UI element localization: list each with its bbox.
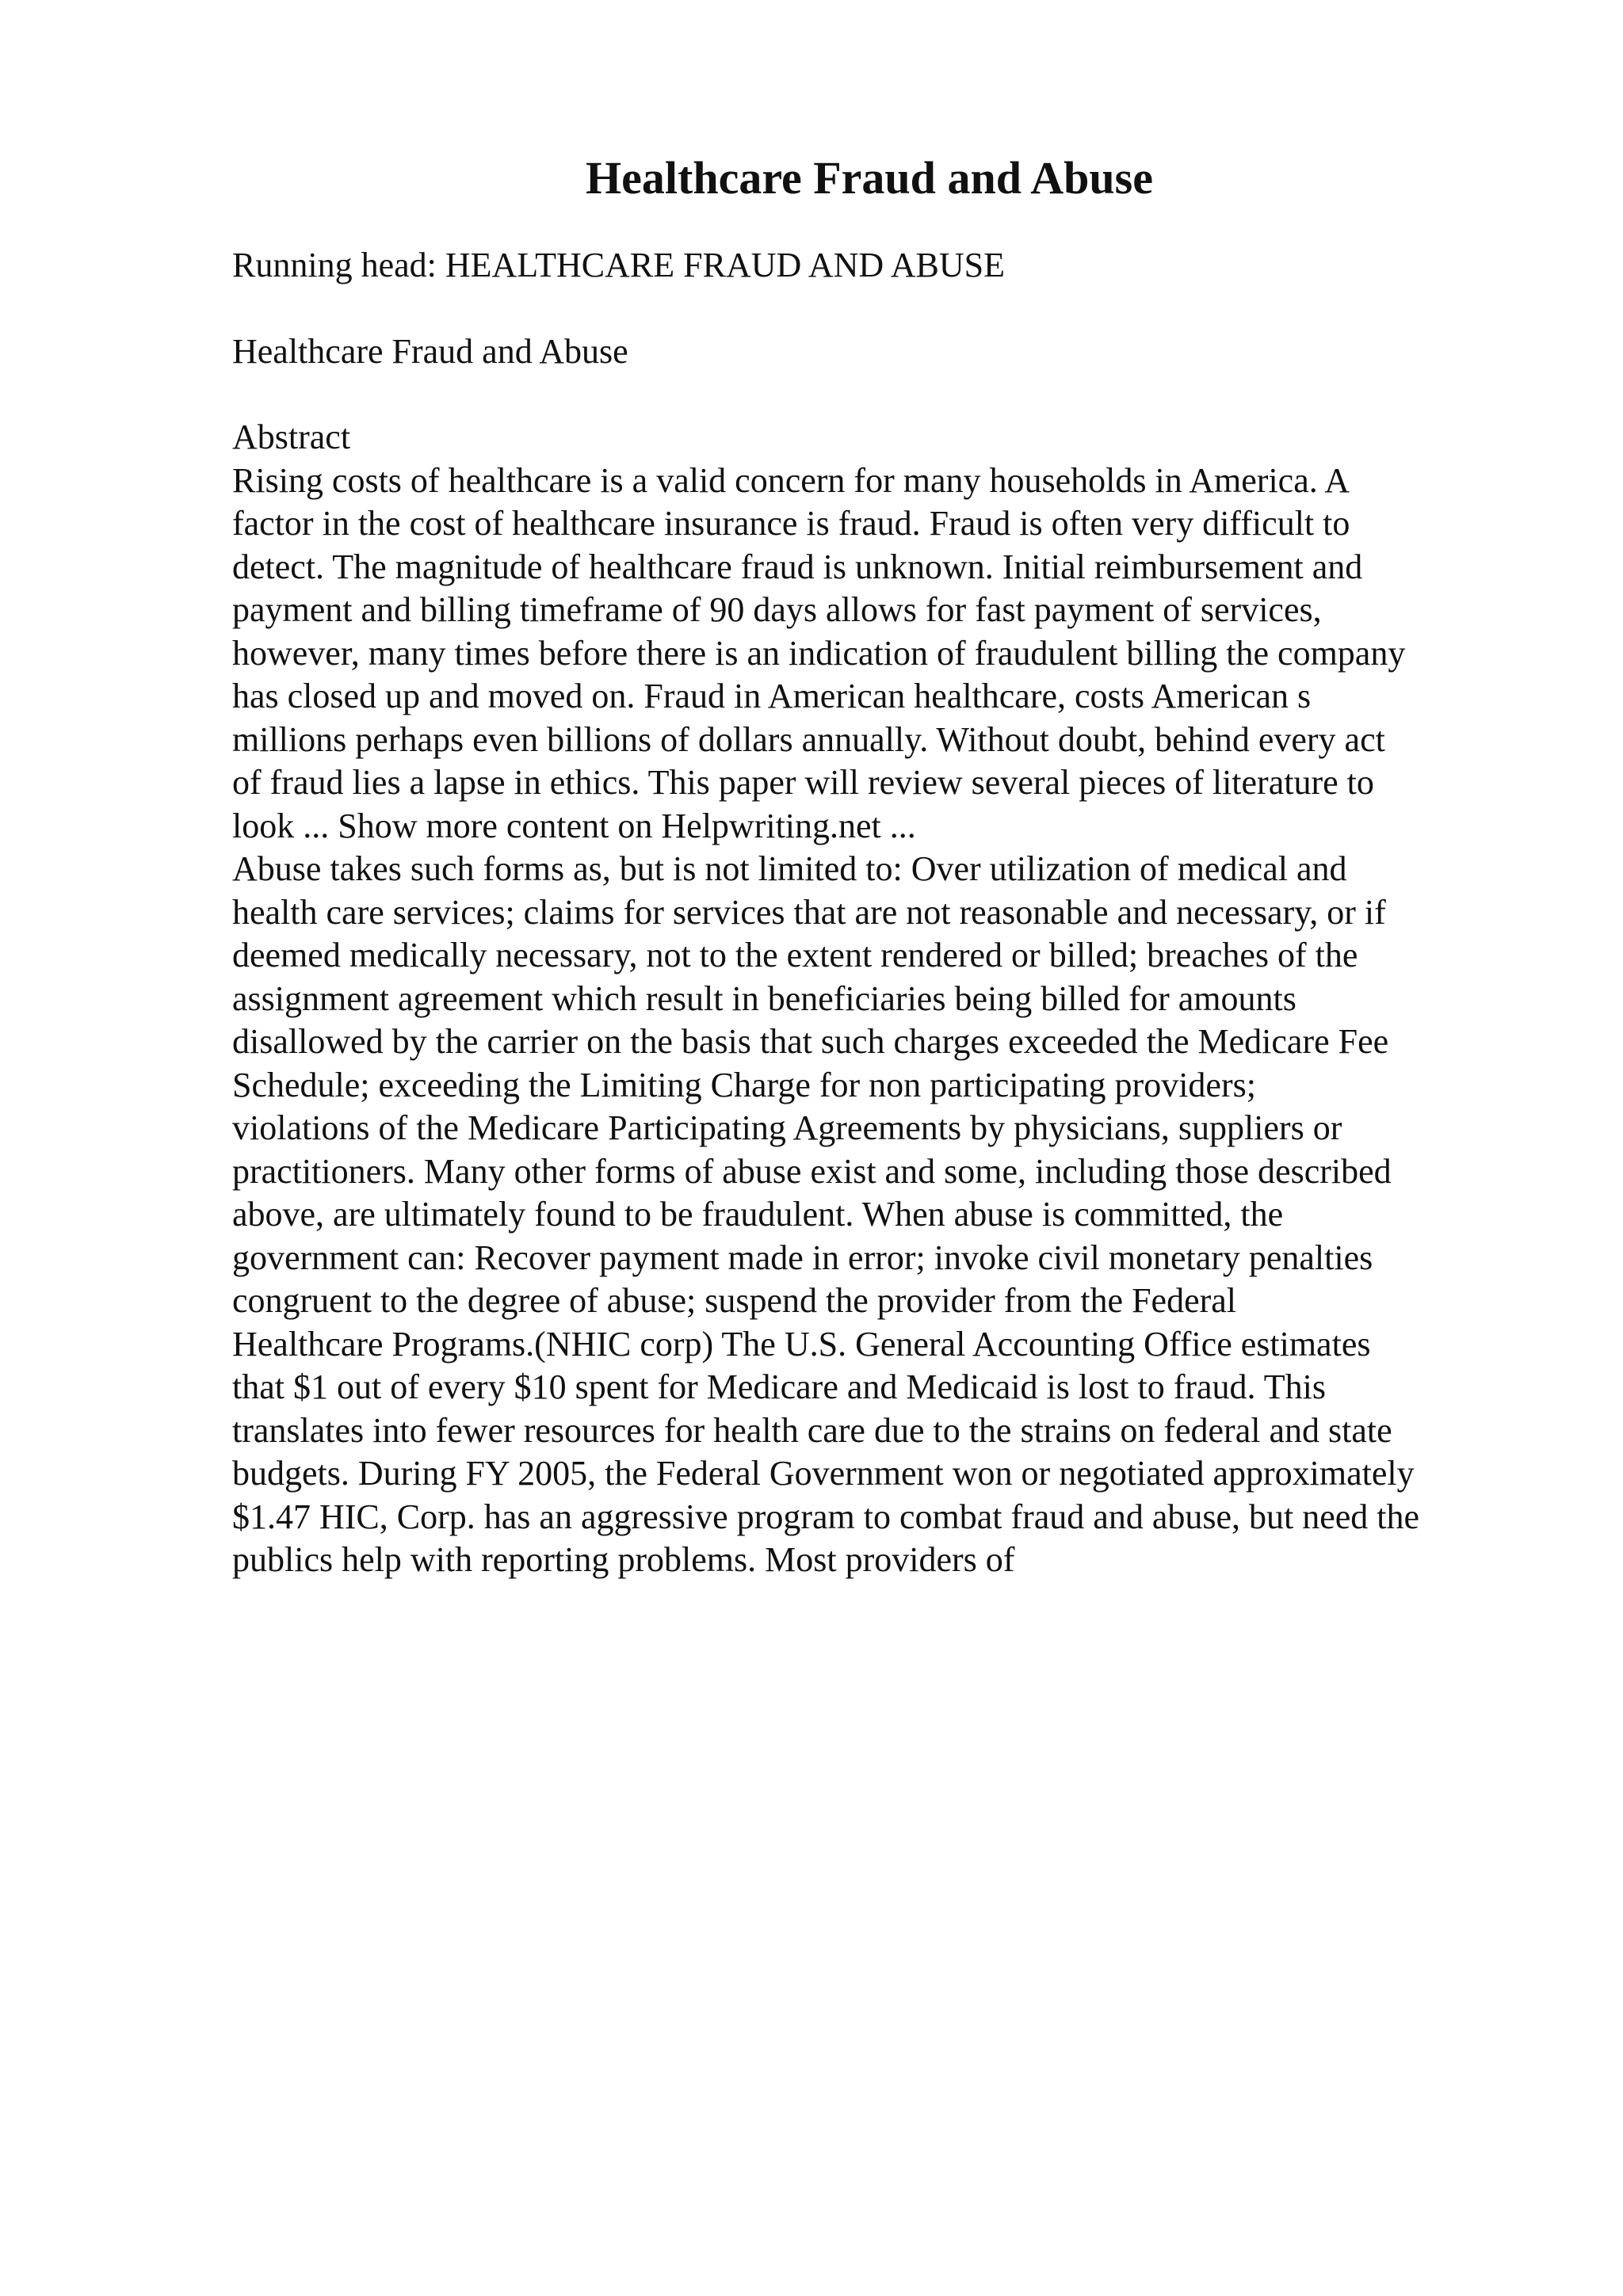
text-line: budgets. During FY 2005, the Federal Government won or negotiated approximately (232, 1454, 1415, 1493)
text-line: translates into fewer resources for health care due to the strains on federal and state (232, 1410, 1392, 1450)
text-line: disallowed by the carrier on the basis that such charges exceeded the Medicare Fee (232, 1022, 1389, 1061)
text-line: violations of the Medicare Participating Agreements by physicians, suppliers or (232, 1108, 1342, 1147)
document-title: Healthcare Fraud and Abuse (586, 152, 1153, 204)
text-line: Healthcare Programs.(NHIC corp) The U.S. General Accounting Office estimates (232, 1324, 1371, 1363)
text-line: millions perhaps even billions of dollars annually. Without doubt, behind every act (232, 719, 1385, 759)
text-line: detect. The magnitude of healthcare fraud is unknown. Initial reimbursement and (232, 547, 1363, 586)
text-line: deemed medically necessary, not to the extent rendered or billed; breaches of the (232, 936, 1358, 974)
text-line: factor in the cost of healthcare insurance is fraud. Fraud is often very difficult to (232, 504, 1350, 543)
text-line: Rising costs of healthcare is a valid concern for many households in America. A (232, 460, 1350, 500)
document-body (232, 244, 1500, 1582)
abstract-heading: Abstract (232, 418, 351, 456)
text-line: however, many times before there is an indication of fraudulent billing the company (232, 633, 1406, 673)
text-line: government can: Recover payment made in error; invoke civil monetary penalties (232, 1238, 1373, 1277)
text-line: has closed up and moved on. Fraud in American healthcare, costs American s (232, 677, 1312, 715)
text-line: congruent to the degree of abuse; suspend the provider from the Federal (232, 1281, 1237, 1320)
running-head: Running head: HEALTHCARE FRAUD AND ABUSE (232, 246, 1005, 284)
text-line: Schedule; exceeding the Limiting Charge for non participating providers; (232, 1065, 1256, 1104)
text-line: health care services; claims for services that are not reasonable and necessary, or if (232, 892, 1386, 932)
text-line: that $1 out of every $10 spent for Medicare and Medicaid is lost to fraud. This (232, 1367, 1326, 1406)
text-line: look ... Show more content on Helpwriting.net ... (232, 806, 916, 845)
text-line: above, are ultimately found to be fraudulent. When abuse is committed, the (232, 1195, 1284, 1234)
text-line: practitioners. Many other forms of abuse exist and some, including those described (232, 1151, 1392, 1191)
paper-subtitle: Healthcare Fraud and Abuse (232, 331, 628, 371)
text-line: of fraud lies a lapse in ethics. This paper will review several pieces of literature to (232, 763, 1374, 802)
text-line: assignment agreement which result in beneficiaries being billed for amounts (232, 978, 1296, 1018)
abstract-paragraph (232, 460, 1500, 849)
text-line: $1.47 HIC, Corp. has an aggressive program to combat fraud and abuse, but need the (232, 1497, 1420, 1536)
abuse-paragraph (232, 848, 1500, 1582)
text-line: Abuse takes such forms as, but is not limited to: Over utilization of medical and (232, 849, 1347, 888)
text-line: payment and billing timeframe of 90 days allows for fast payment of services, (232, 590, 1322, 629)
text-line: publics help with reporting problems. Most providers of (232, 1540, 1015, 1579)
